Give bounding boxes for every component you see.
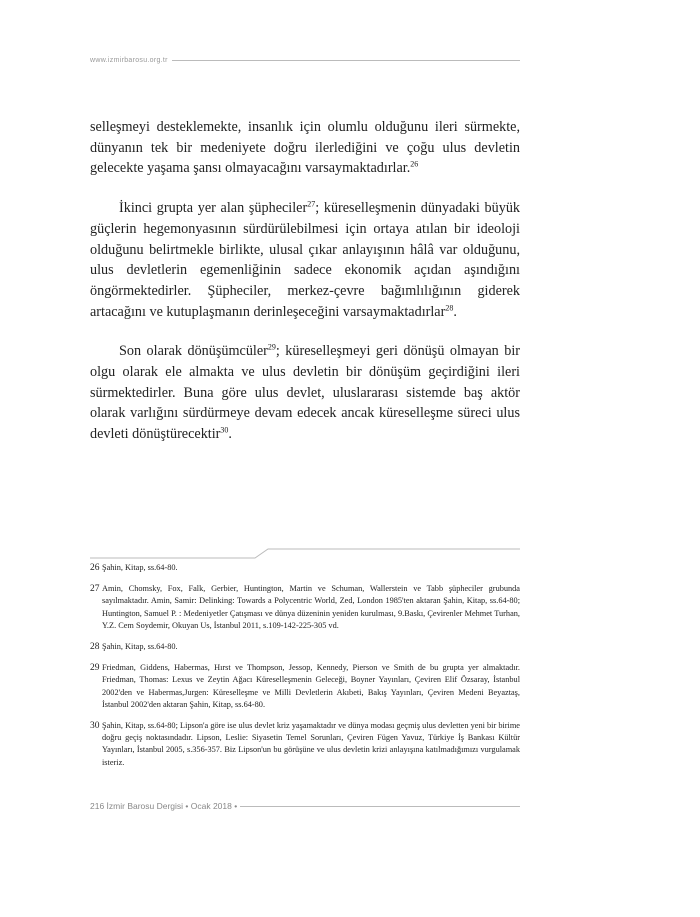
footnote-number: 28 xyxy=(90,642,100,653)
page-footer xyxy=(90,801,520,811)
body-text xyxy=(90,117,520,464)
paragraph-1 xyxy=(90,117,520,179)
footnote-29 xyxy=(90,662,520,711)
paragraph-2-text: İkinci grupta yer alan şüpheciler xyxy=(119,200,308,217)
footnote-ref-28: 28 xyxy=(445,302,454,312)
header-rule xyxy=(172,60,520,61)
footnote-30 xyxy=(90,720,520,769)
footnote-number: 29 xyxy=(90,663,100,674)
footnote-ref-27: 27 xyxy=(307,199,316,209)
footer-text: 216 İzmir Barosu Dergisi • Ocak 2018 • xyxy=(90,801,238,811)
paragraph-3-tail: ; küreselleşmeyi geri dönüşü olmayan bir olgu olarak ele almakta ve ulus devletin bir dönüşüm geçirdiğini ileri sürmektedirler. Buna göre ulus devlet, uluslararası sistemde baş aktör olarak varlığını sürdürmeye devam edecek ancak küreselleşme süreci ulus devleti dönüştürecektir xyxy=(90,343,520,443)
paragraph-2 xyxy=(90,198,520,322)
footnote-ref-29: 29 xyxy=(267,342,276,352)
paragraph-2-end: . xyxy=(453,303,457,320)
footnote-text: Friedman, Giddens, Habermas, Hırst ve Thompson, Jessop, Kennedy, Pierson ve Smith de bu grupta yer almaktadır. Friedman, Thomas: Lexus ve Zeytin Ağacı Küreselleşmenin Geleceği, Boyner Yayınları, Çeviren Elif Özsaray, İstanbul 2002'den ve Habermas,Jurgen: Küreselleşme ve Milli Devletlerin Akıbeti, Bakış Yayınları, Çeviren Medeni Beyaztaş, İstanbul 2002'den aktaran Şahin, Kitap, ss.64-80. xyxy=(102,663,520,709)
footnote-text: Şahin, Kitap, ss.64-80. xyxy=(102,642,178,652)
footnote-number: 26 xyxy=(90,563,100,573)
footnote-28 xyxy=(90,641,520,653)
paragraph-2-tail: ; küreselleşmenin dünyadaki büyük güçlerin hegemonyasının sürdürülebilmesi için ortaya atılan bir ideoloji olduğunu belirtmekle birlikte, ulusal çıkar anlayışının hâlâ var olduğunu, ulus devletlerin egemenliğinin sadece ekonomik açıdan aşındığını öngörmektedirler. Şüpheciler, merkez-çevre bağımlılığının giderek artacağını ve kutuplaşmanın derinleşeceğini varsaymaktadırlar xyxy=(90,200,521,320)
paragraph-3-text: Son olarak dönüşümcüler xyxy=(119,343,268,360)
footnote-ref-26: 26 xyxy=(410,159,419,169)
footnote-text: Amin, Chomsky, Fox, Falk, Gerbier, Huntington, Martin ve Schuman, Wallerstein ve Tabb şüpheciler grubunda sayılmaktadır. Amin, Samir: Delinking: Towards a Polycentric World, Zed, London 1985'ten aktaran Şahin, Kitap, ss.64-80; Huntington, Samuel P. : Medeniyetler Çatışması ve dünya düzeninin yeniden kurulması, 9.Baskı, Çevirenler Mehmet Turhan, Y.Z. Cem Soydemir, Okuyan Us, İstanbul 2011, s.109-142-225-305 vd. xyxy=(102,584,520,630)
paragraph-3-end: . xyxy=(228,426,232,443)
paragraph-3 xyxy=(90,341,520,445)
footnote-ref-30: 30 xyxy=(220,425,229,435)
footnote-27 xyxy=(90,583,520,632)
footnote-separator xyxy=(90,545,520,559)
footnotes xyxy=(90,562,520,778)
paragraph-1-text: selleşmeyi desteklemekte, insanlık için olumlu olduğunu ileri sürmekte, dünyanın tek bir medeniyete doğru ilerlediğini ve çoğu ulus devletin gelecekte yaşama şansı olmayacağını varsaymaktadırlar. xyxy=(90,119,520,177)
header-url: www.izmirbarosu.org.tr xyxy=(90,57,168,64)
footnote-text: Şahin, Kitap, ss.64-80; Lipson'a göre ise ulus devlet kriz yaşamaktadır ve dünya modası geçmiş ulus devletten yeni bir birime doğru geçiş noktasındadır. Lipson, Leslie: Siyasetin Temel Sorunları, Çeviren Fügen Yavuz, Türkiye İş Bankası Kültür Yayınları, İstanbul 2005, s.356-357. Biz Lipson'un bu görüşüne ve ulus devletin krizi anlayışına katılmadığımızı vurgulamak isteriz. xyxy=(102,721,520,767)
footnote-number: 27 xyxy=(90,584,100,595)
footer-rule xyxy=(240,806,520,807)
footnote-number: 30 xyxy=(90,721,100,732)
footnote-text: Şahin, Kitap, ss.64-80. xyxy=(102,563,178,572)
page-header xyxy=(90,57,520,64)
footnote-26 xyxy=(90,562,520,574)
